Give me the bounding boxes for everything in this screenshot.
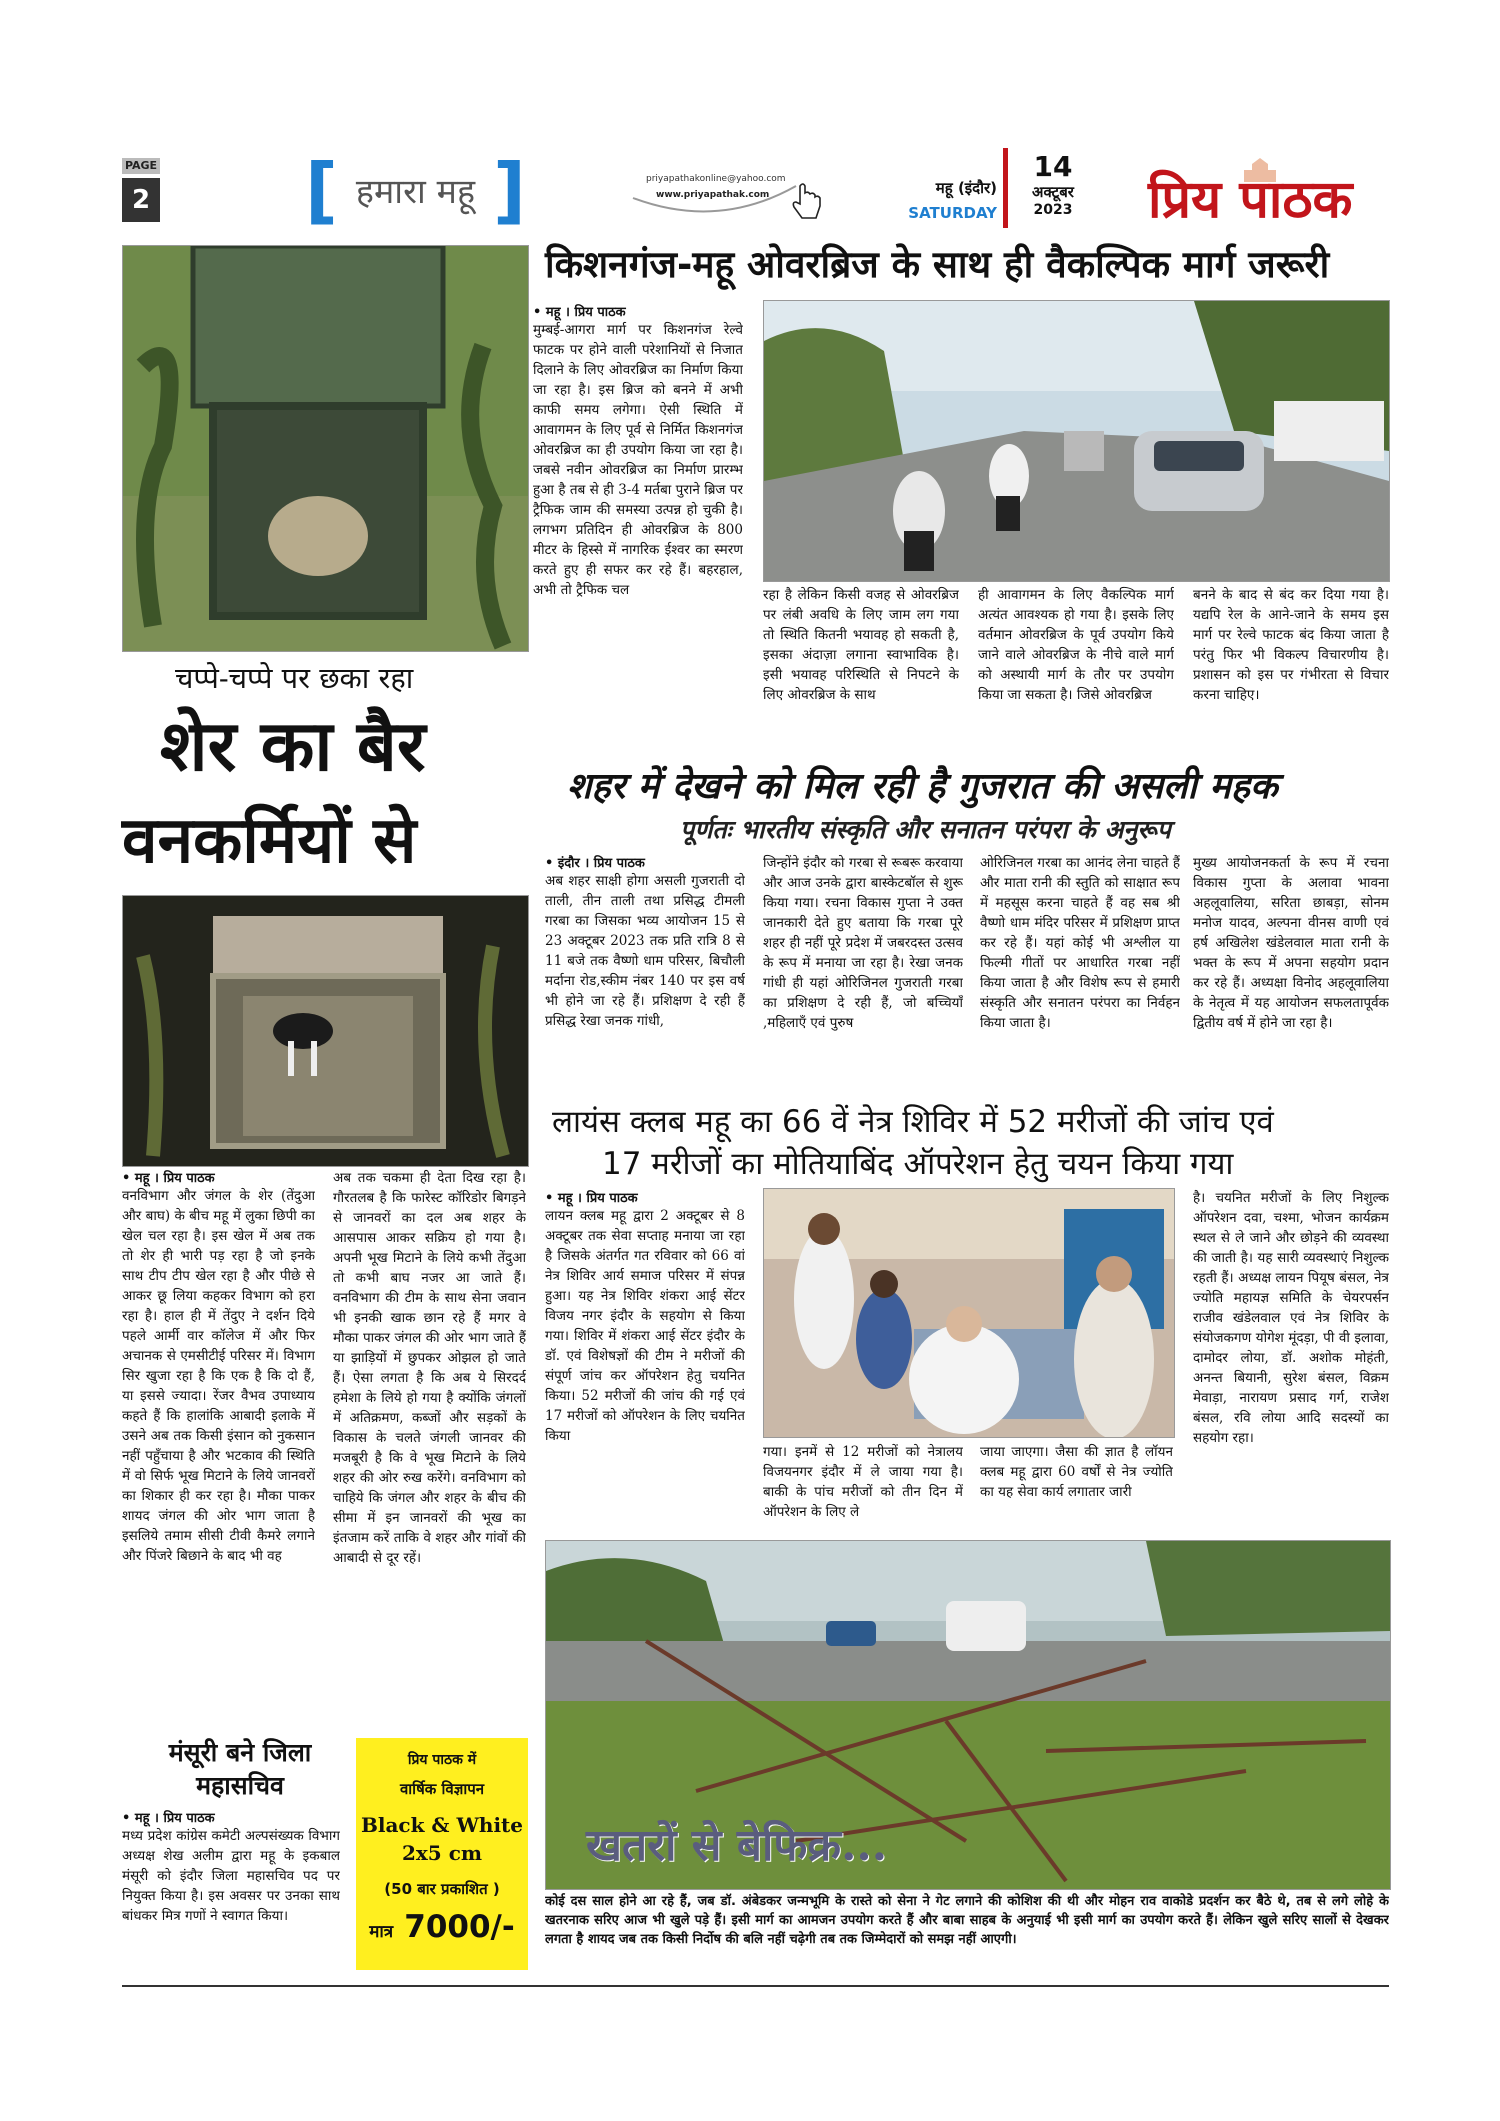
pointer-hand-icon [790, 182, 826, 222]
story2-kicker: चप्पे-चप्पे पर छका रहा [175, 661, 414, 695]
story4-text-col4: है। चयनित मरीजों के लिए निशुल्क ऑपरेशन दवा, चश्मा, भोजन कार्यक्रम स्थल से ले जाने और छोड़ने की व्यवस्था की जाती है। यह सारी व्यवस्थाएं निशुल्क रहती हैं। अध्यक्ष लायन पियूष बंसल, नेत्र ज्योति महायज्ञ समिति के चेयरपर्सन राजीव खंडेलवाल एवं नेत्र शिविर के संयोजकगण योगेश मूंदड़ा, पी वी इलावा, दामोदर लोया, डॉ. अशोक मोहंती, अनन्त बियानी, सुरेश बंसल, विक्रम मेवाड़ा, नारायण प्रसाद गर्ग, राजेश बंसल, रवि लोया आदि सदस्यों का सहयोग रहा। [1193, 1190, 1389, 1446]
ad-line1: प्रिय पाठक में [407, 1752, 477, 1768]
page-label: PAGE [122, 158, 160, 174]
page-number-box [122, 158, 162, 224]
story3-col4 [1193, 853, 1389, 1093]
city-label: महू (इंदौर) [935, 179, 997, 197]
story4-col3 [980, 1442, 1173, 1532]
ad-price: 7000/- [404, 1909, 515, 1945]
story4-text-col2: गया। इनमें से 12 मरीजों को नेत्रालय विजयनगर इंदौर में ले जाया गया है। बाकी के पांच मरीजों को तीन दिन में ऑपरेशन के लिए ले [763, 1444, 963, 1520]
story4-headline-line2: 17 मरीजों का मोतियाबिंद ऑपरेशन हेतु चयन किया गया [602, 1146, 1234, 1182]
page-bottom-rule [122, 1985, 1389, 1987]
story1-text-col2: रहा है लेकिन किसी वजह से ओवरब्रिज पर लंबी अवधि के लिए जाम लग गया तो स्थिति कितनी भयावह हो सकती है, इसका अंदाज़ा लगाना स्वाभाविक है। इसी भयावह परिस्थिति से निपटने के लिए ओवरब्रिज के साथ [763, 587, 959, 703]
story3-text-col2: जिन्होंने इंदौर को गरबा से रूबरू करवाया और आज उनके द्वारा बास्केटबॉल से शुरू किया गया। रचना विकास गुप्ता ने उक्त जानकारी देते हुए बताया कि गरबा पूरे शहर ही नहीं पूरे प्रदेश में जबरदस्त उत्सव के रूप में मनाया जा रहा है। रेखा जनक गांधी ही यहां ओरिजिनल गुजराती गरबा का प्रशिक्षण दे रही हैं, जो बच्चियाँ ,महिलाएँ एवं पुरुष [763, 855, 963, 1031]
story1-byline: • महू । प्रिय पाठक [533, 305, 626, 320]
story1-col2 [763, 585, 959, 745]
date-number: 14 [1033, 150, 1073, 183]
date-year: 2023 [1033, 202, 1073, 218]
story2-photo-cage-day [122, 245, 529, 652]
story5-byline: • महू । प्रिय पाठक [122, 1811, 215, 1826]
story5-text: मध्य प्रदेश कांग्रेस कमेटी अल्पसंख्यक विभाग अध्यक्ष शेख अलीम द्वारा महू के इकबाल मंसूरी को इंदौर जिला महासचिव पद पर नियुक्त किया है। इस अवसर पर उनका साथ बांधकर मित्र गणों ने स्वागत किया। [122, 1828, 340, 1924]
section-name: हमारा महू [355, 172, 476, 212]
story3-byline: • इंदौर । प्रिय पाठक [545, 856, 645, 871]
story4-headline-line1: लायंस क्लब महू का 66 वें नेत्र शिविर में 52 मरीजों की जांच एवं [552, 1104, 1274, 1140]
ad-line2: वार्षिक विज्ञापन [399, 1780, 485, 1798]
story1-text-col3: ही आवागमन के लिए वैकल्पिक मार्ग अत्यंत आवश्यक हो गया है। इसके लिए वर्तमान ओवरब्रिज के पूर्व उपयोग किये जाने वाले ओवरब्रिज के नीचे वाले मार्ग को अस्थायी मार्ग के तौर पर उपयोग किया जा सकता है। जिसे ओवरब्रिज [978, 587, 1174, 703]
story3-col1 [545, 853, 745, 1093]
day-label: SATURDAY [908, 204, 997, 222]
story4-col4 [1193, 1188, 1389, 1532]
ad-price-prefix: मात्र [369, 1922, 394, 1942]
story1-photo-traffic [763, 300, 1390, 582]
story3-text-col4: मुख्य आयोजनकर्ता के रूप में रचना विकास गुप्ता के अलावा भावना अहलूवालिया, सरिता छाबड़ा, सोनम मनोज यादव, अल्पना वीनस वाणी एवं हर्ष अखिलेश खंडेलवाल माता रानी के भक्त के रूप में अपना सहयोग प्रदान कर रहे हैं। अध्यक्षा विनोद अहलूवालिया के नेतृत्व में यह आयोजन सफलतापूर्वक द्वितीय वर्ष में होने जा रहा है। [1193, 855, 1389, 1031]
date-divider [1003, 148, 1008, 228]
contact-block [628, 168, 803, 222]
story4-text-col3: जाया जाएगा। जैसा की ज्ञात है लॉयन क्लब महू द्वारा 60 वर्षों से नेत्र ज्योति का यह सेवा कार्य लगातार जारी [980, 1444, 1173, 1500]
story2-byline: • महू । प्रिय पाठक [122, 1171, 215, 1186]
section-title [305, 150, 526, 230]
ad-line5: (50 बार प्रकाशित ) [384, 1880, 500, 1898]
story2-col1 [122, 1168, 315, 1728]
ad-line4: 2x5 cm [401, 1841, 483, 1865]
classified-ad-box [356, 1738, 528, 1970]
story5-headline-line2: महासचिव [196, 1771, 284, 1800]
story4-photo-eye-camp [763, 1188, 1175, 1438]
story1-col1 [533, 302, 743, 742]
cage-photo-illustration [123, 246, 528, 651]
cage-night-illustration [123, 896, 528, 1166]
email-link[interactable]: priyapathakonline@yahoo.com [646, 174, 786, 184]
story4-text-col1: लायन क्लब महू द्वारा 2 अक्टूबर से 8 अक्टूबर तक सेवा सप्ताह मनाया जा रहा है जिसके अंतर्गत गत रविवार को 66 वां नेत्र शिविर आर्य समाज परिसर में संपन्न हुआ। यह नेत्र शिविर शंकरा आई सेंटर विजय नगर इंदौर के सहयोग से किया गया। शिविर में शंकरा आई सेंटर इंदौर के डॉ. एवं विशेषज्ञों की टीम ने मरीजों की संपूर्ण जांच कर ऑपरेशन हेतु चयनित किया। 52 मरीजों की जांच की गई एवं 17 मरीजों को ऑपरेशन के लिए चयनित किया [545, 1208, 745, 1444]
right-bracket-icon: ] [493, 148, 526, 232]
story2-headline-line1: शेर का बैर [160, 704, 426, 787]
story2-headline-line2: वनकर्मियों से [122, 803, 417, 878]
story4-byline: • महू । प्रिय पाठक [545, 1191, 638, 1206]
traffic-photo-illustration [764, 301, 1389, 581]
story4-col1 [545, 1188, 745, 1528]
photo-overlay-text: खतरों से बेफिक्र... [586, 1820, 888, 1871]
story2-photo-cage-night [122, 895, 529, 1167]
story3-text-col3: ओरिजिनल गरबा का आनंद लेना चाहते हैं और माता रानी की स्तुति को साक्षात रूप में महसूस करना चाहते हैं वह सब श्री वैष्णो धाम मंदिर परिसर में प्रशिक्षण प्राप्त कर रहे हैं। यहां कोई भी अश्लील या फिल्मी गीतों पर आधारित गरबा नहीं किया जाता है और विशेष रूप से हमारी संस्कृति और सनातन परंपरा का निर्वहन किया जाता है। [980, 855, 1180, 1031]
story1-col4 [1193, 585, 1389, 745]
story2-col2 [333, 1168, 526, 1728]
story1-text-col4: बनने के बाद से बंद कर दिया गया है। यद्यपि रेल के आने-जाने के समय इस मार्ग पर रेल्वे फाटक बंद किया जाता है परंतु फिर भी विकल्प विचारणीय है। प्रशासन को इस पर गंभीरता से विचार करना चाहिए। [1193, 587, 1389, 703]
ad-line3: Black & White [360, 1813, 524, 1837]
story3-col2 [763, 853, 963, 1093]
photo-story-image [545, 1540, 1391, 1890]
story3-subhead: पूर्णतः भारतीय संस्कृति और सनातन परंपरा के अनुरूप [680, 815, 1171, 844]
story3-text-col1: अब शहर साक्षी होगा असली गुजराती दो ताली, तीन ताली तथा प्रसिद्ध टीमली गरबा का जिसका भव्य आयोजन 15 से 23 अक्टूबर 2023 तक प्रति रात्रि 8 से 11 बजे तक वैष्णो धाम परिसर, बिचौली मर्दाना रोड,स्कीम नंबर 140 पर इस वर्ष भी होने जा रहे हैं। प्रशिक्षण दे रही हैं प्रसिद्ध रेखा जनक गांधी, [545, 873, 745, 1029]
story5-body [122, 1808, 340, 1978]
ad-price-row [356, 1909, 528, 1945]
date-block [1018, 152, 1088, 218]
paper-name: प्रिय पाठक [1148, 170, 1353, 230]
story2-text-col2: अब तक चकमा ही देता दिख रहा है। गौरतलब है कि फारेस्ट कॉरिडोर बिगड़ने से जानवरों का दल अब शहर के आसपास आकर सक्रिय हो गया है। अपनी भूख मिटाने के लिये कभी तेंदुआ तो कभी बाघ नजर आ जाते हैं। वनविभाग की टीम के साथ सेना जवान भी इनकी खाक छान रहे हैं मगर वे मौका पाकर जंगल की ओर भाग जाते हैं या झाड़ियों में छुपकर ओझल हो जाते हैं। ऐसा लगता है कि अब ये सिरदर्द हमेशा के लिये हो गया है क्योंकि जंगलों में अतिक्रमण, कब्जों और सड़कों के विकास के चलते जंगली जानवर की मजबूरी है कि वे भूख मिटाने के लिये शहर की ओर रुख करेंगे। वनविभाग को चाहिये कि जंगल और शहर के बीच की सीमा में इन जानवरों की भूख का इंतजाम करें ताकि वे शहर और गांवों की आबादी से दूर रहें। [333, 1170, 526, 1566]
date-month: अक्टूबर [1032, 183, 1074, 201]
website-link[interactable]: www.priyapathak.com [656, 190, 770, 200]
photo-caption-text: कोई दस साल होने आ रहे हैं, जब डॉ. अंबेडकर जन्मभूमि के रास्ते को सेना ने गेट लगाने की कोशिश की थी और मोहन राव वाकोडे प्रदर्शन कर बैठे थे, तब से लगे लोहे के खतरनाक सरिए आज भी खुले पड़े हैं। इसी मार्ग का आमजन उपयोग करते हैं और बाबा साहब के अनुयाई भी इसी मार्ग का उपयोग करते हैं। लेकिन खुले सरिए सालों से देखकर लगता है शायद जब तक किसी निर्दोष की बलि नहीं चढ़ेगी तब तक जिम्मेदारों को समझ नहीं आएगी। [545, 1894, 1389, 1947]
story1-text-col1: मुम्बई-आगरा मार्ग पर किशनगंज रेल्वे फाटक पर होने वाली परेशानियों से निजात दिलाने के लिए ओवरब्रिज का निर्माण किया जा रहा है। इस ब्रिज को बनने में अभी काफी समय लगेगा। ऐसी स्थिति में आवागमन के लिए पूर्व से निर्मित किशनगंज ओवरब्रिज का ही उपयोग किया जा रहा है। जबसे नवीन ओवरब्रिज का निर्माण प्रारम्भ हुआ है तब से ही 3-4 मर्तबा पुराने ब्रिज पर ट्रैफिक जाम की समस्या उत्पन्न हो चुकी है। लगभग प्रतिदिन ही ओवरब्रिज के 800 मीटर के हिस्से में नागरिक ईश्वर का स्मरण करते हुए ही सफर कर रहे हैं। बहरहाल, अभी तो ट्रैफिक चल [533, 322, 743, 598]
story3-headline: शहर में देखने को मिल रही है गुजरात की असली महक [567, 766, 1278, 807]
newspaper-logo [1148, 158, 1388, 230]
story2-text-col1: वनविभाग और जंगल के शेर (तेंदुआ और बाघ) के बीच महू में लुका छिपी का खेल चल रहा है। इस खेल में अब तक तो शेर ही भारी पड़ रहा है जो इनके साथ टीप टीप खेल रहा है और पीछे से आकर छू लिया कहकर विभाग को हरा रहा है। हाल ही में तेंदुए ने दर्शन दिये पहले आर्मी वार कॉलेज में और फिर अचानक से एमसीटीई परिसर में। विभाग सिर खुजा रहा है कि एक है कि दो हैं, या इससे ज्यादा। रेंजर वैभव उपाध्याय कहते हैं कि हालांकि आबादी इलाके में उसने अब तक किसी इंसान को नुकसान नहीं पहुँचाया है और भटकाव की स्थिति में वो सिर्फ भूख मिटाने के लिये जानवरों का शिकार ही कर रहा है। मौका पाकर शायद जंगल की ओर भाग जाता है इसलिये तमाम सीसी टीवी कैमरे लगाने और पिंजरे बिछाने के बाद भी वह [122, 1188, 315, 1564]
story5-headline-line1: मंसूरी बने जिला [168, 1738, 312, 1767]
story3-col3 [980, 853, 1180, 1093]
page-number: 2 [122, 178, 160, 222]
photo-story-caption [545, 1892, 1389, 1972]
eye-camp-illustration [764, 1189, 1174, 1437]
left-bracket-icon: [ [305, 148, 338, 232]
city-day-block [905, 178, 997, 222]
story1-col3 [978, 585, 1174, 745]
story1-headline: किशनगंज-महू ओवरब्रिज के साथ ही वैकल्पिक मार्ग जरूरी [545, 243, 1330, 286]
story4-col2 [763, 1442, 963, 1532]
